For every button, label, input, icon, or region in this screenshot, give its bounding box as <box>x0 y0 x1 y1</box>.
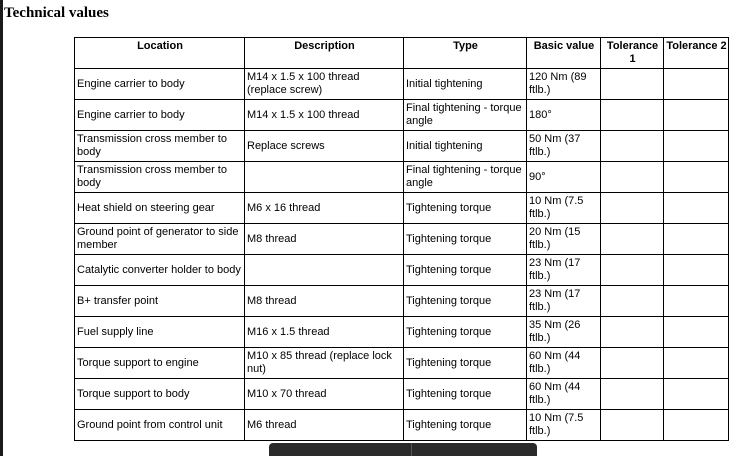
basic-value-cell: 50 Nm (37 ftlb.) <box>527 131 601 162</box>
type-cell: Tightening torque <box>404 193 527 224</box>
basic-value-cell: 60 Nm (44 ftlb.) <box>527 379 601 410</box>
tolerance-2-cell <box>664 131 729 162</box>
tolerance-1-cell <box>601 410 664 441</box>
type-cell: Tightening torque <box>404 224 527 255</box>
tolerance-1-cell <box>601 131 664 162</box>
basic-value-cell: 10 Nm (7.5 ftlb.) <box>527 193 601 224</box>
tolerance-1-cell <box>601 255 664 286</box>
tolerance-2-cell <box>664 224 729 255</box>
location-cell: Transmission cross member to body <box>75 162 245 193</box>
description-cell: M14 x 1.5 x 100 thread (replace screw) <box>245 69 404 100</box>
location-cell: Transmission cross member to body <box>75 131 245 162</box>
table-row <box>75 100 729 131</box>
table-row <box>75 379 729 410</box>
type-cell: Tightening torque <box>404 255 527 286</box>
type-cell: Tightening torque <box>404 317 527 348</box>
table-row <box>75 286 729 317</box>
type-cell: Final tightening - torque angle <box>404 100 527 131</box>
tolerance-2-cell <box>664 348 729 379</box>
tolerance-2-cell <box>664 379 729 410</box>
tolerance-2-cell <box>664 255 729 286</box>
location-cell: Torque support to engine <box>75 348 245 379</box>
tolerance-1-cell <box>601 379 664 410</box>
description-cell: M16 x 1.5 thread <box>245 317 404 348</box>
tolerance-1-cell <box>601 100 664 131</box>
tolerance-1-cell <box>601 317 664 348</box>
tolerance-2-cell <box>664 193 729 224</box>
tolerance-1-cell <box>601 224 664 255</box>
window-left-edge <box>0 0 3 456</box>
description-cell <box>245 162 404 193</box>
description-cell: M8 thread <box>245 224 404 255</box>
technical-values-table <box>74 37 729 441</box>
table-row <box>75 224 729 255</box>
column-header-tolerance-2: Tolerance 2 <box>664 38 729 69</box>
table-row <box>75 131 729 162</box>
toolbar-divider <box>411 443 412 456</box>
description-cell: M6 thread <box>245 410 404 441</box>
table-row <box>75 410 729 441</box>
column-header-basic-value: Basic value <box>527 38 601 69</box>
table-row <box>75 348 729 379</box>
basic-value-cell: 120 Nm (89 ftlb.) <box>527 69 601 100</box>
description-cell: Replace screws <box>245 131 404 162</box>
table-body <box>75 69 729 441</box>
page-title: Technical values <box>4 5 109 21</box>
type-cell: Tightening torque <box>404 410 527 441</box>
type-cell: Initial tightening <box>404 69 527 100</box>
basic-value-cell: 23 Nm (17 ftlb.) <box>527 255 601 286</box>
type-cell: Initial tightening <box>404 131 527 162</box>
location-cell: Engine carrier to body <box>75 69 245 100</box>
type-cell: Tightening torque <box>404 348 527 379</box>
basic-value-cell: 60 Nm (44 ftlb.) <box>527 348 601 379</box>
description-cell: M10 x 85 thread (replace lock nut) <box>245 348 404 379</box>
tolerance-1-cell <box>601 162 664 193</box>
location-cell: Catalytic converter holder to body <box>75 255 245 286</box>
location-cell: Fuel supply line <box>75 317 245 348</box>
basic-value-cell: 23 Nm (17 ftlb.) <box>527 286 601 317</box>
basic-value-cell: 10 Nm (7.5 ftlb.) <box>527 410 601 441</box>
location-cell: B+ transfer point <box>75 286 245 317</box>
tolerance-2-cell <box>664 286 729 317</box>
table-row <box>75 69 729 100</box>
tolerance-2-cell <box>664 162 729 193</box>
basic-value-cell: 180° <box>527 100 601 131</box>
basic-value-cell: 20 Nm (15 ftlb.) <box>527 224 601 255</box>
type-cell: Tightening torque <box>404 286 527 317</box>
tolerance-1-cell <box>601 193 664 224</box>
description-cell: M8 thread <box>245 286 404 317</box>
description-cell: M10 x 70 thread <box>245 379 404 410</box>
tolerance-1-cell <box>601 69 664 100</box>
description-cell: M14 x 1.5 x 100 thread <box>245 100 404 131</box>
tolerance-2-cell <box>664 100 729 131</box>
table-row <box>75 255 729 286</box>
location-cell: Ground point from control unit <box>75 410 245 441</box>
table-row <box>75 162 729 193</box>
column-header-location: Location <box>75 38 245 69</box>
location-cell: Ground point of generator to side member <box>75 224 245 255</box>
type-cell: Tightening torque <box>404 379 527 410</box>
table-row <box>75 317 729 348</box>
description-cell <box>245 255 404 286</box>
column-header-tolerance-1: Tolerance 1 <box>601 38 664 69</box>
description-cell: M6 x 16 thread <box>245 193 404 224</box>
location-cell: Torque support to body <box>75 379 245 410</box>
table-header-row <box>75 38 729 69</box>
column-header-type: Type <box>404 38 527 69</box>
column-header-description: Description <box>245 38 404 69</box>
bottom-toolbar[interactable] <box>269 443 537 456</box>
location-cell: Engine carrier to body <box>75 100 245 131</box>
basic-value-cell: 35 Nm (26 ftlb.) <box>527 317 601 348</box>
tolerance-2-cell <box>664 69 729 100</box>
location-cell: Heat shield on steering gear <box>75 193 245 224</box>
tolerance-1-cell <box>601 348 664 379</box>
tolerance-1-cell <box>601 286 664 317</box>
type-cell: Final tightening - torque angle <box>404 162 527 193</box>
table-row <box>75 193 729 224</box>
tolerance-2-cell <box>664 317 729 348</box>
basic-value-cell: 90° <box>527 162 601 193</box>
tolerance-2-cell <box>664 410 729 441</box>
